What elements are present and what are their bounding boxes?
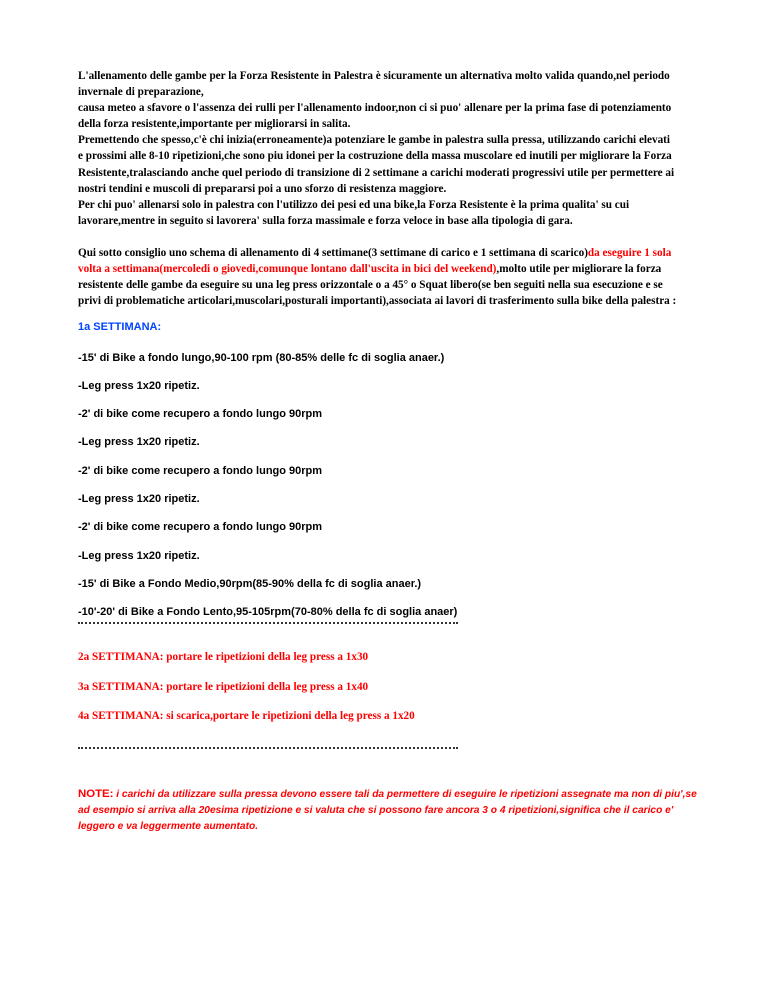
week1-item: -15' di Bike a Fondo Medio,90rpm(85-90% della fc di soglia anaer.) xyxy=(78,578,422,590)
intro-line: nostri tendini e muscoli di prepararsi poi a uno sforzo di resistenza maggiore. xyxy=(78,182,447,195)
intro-line: della forza resistente,importante per migliorarsi in salita. xyxy=(78,118,351,131)
note-text: i carichi da utilizzare sulla pressa devono essere tali da permettere di eseguire le ripetizioni assegnate ma non di piu',se ad esempio si arriva alla 20esima ripetizione e si valuta che si possono fare ancora 3 o 4 ripetizioni,significa che il carico e' leggero e va leggermente aumentato. xyxy=(78,789,697,833)
week1-heading: 1a SETTIMANA: xyxy=(78,321,162,333)
intro-line: Resistente,tralasciando anche quel periodo di transizione di 2 settimane a carichi moderati progressivi utile per permettere ai xyxy=(78,166,675,179)
schema-highlight: volta a settimana(mercoledi o giovedi,comunque lontano dall'uscita in bici del weekend) xyxy=(78,263,497,276)
week-line: 3a SETTIMANA: portare le ripetizioni della leg press a 1x40 xyxy=(78,681,369,693)
intro-line: invernale di preparazione, xyxy=(78,86,204,99)
week1-item: -10'-20' di Bike a Fondo Lento,95-105rpm(70-80% della fc di soglia anaer) xyxy=(78,606,458,618)
schema-line: resistente delle gambe da eseguire su una leg press orizzontale o a 45° o Squat libero(se ben seguiti nella sua esecuzione e se xyxy=(78,279,663,292)
schema-line xyxy=(78,245,718,261)
section-divider xyxy=(78,622,458,626)
intro-line: causa meteo a sfavore o l'assenza dei rulli per l'allenamento indoor,non ci si puo' allenare per la prima fase di potenziamento xyxy=(78,102,672,115)
intro-line: L'allenamento delle gambe per la Forza Resistente in Palestra è sicuramente un alternativa molto valida quando,nel periodo xyxy=(78,70,670,82)
intro-line: lavorare,mentre in seguito si lavorera' sulla forza massimale e forza veloce in base alla tipologia di gara. xyxy=(78,214,573,227)
week1-item: -15' di Bike a fondo lungo,90-100 rpm (80-85% delle fc di soglia anaer.) xyxy=(78,352,445,364)
schema-text: Qui sotto consiglio uno schema di allenamento di 4 settimane(3 settimane di carico e 1 settimana di scarico) xyxy=(78,247,588,259)
schema-paragraph xyxy=(78,245,718,309)
schema-highlight: da eseguire 1 sola xyxy=(587,247,672,259)
week-line: 4a SETTIMANA: si scarica,portare le ripetizioni della leg press a 1x20 xyxy=(78,710,415,722)
week1-item: -2' di bike come recupero a fondo lungo 90rpm xyxy=(78,521,323,533)
week1-item: -2' di bike come recupero a fondo lungo 90rpm xyxy=(78,408,323,420)
week1-item: -2' di bike come recupero a fondo lungo 90rpm xyxy=(78,465,323,477)
note-label: NOTE: xyxy=(78,788,114,800)
schema-text: ,molto utile per migliorare la forza xyxy=(496,263,662,276)
week1-item: -Leg press 1x20 ripetiz. xyxy=(78,550,200,562)
week-line: 2a SETTIMANA: portare le ripetizioni della leg press a 1x30 xyxy=(78,651,369,663)
intro-paragraph xyxy=(78,68,718,229)
week1-item: -Leg press 1x20 ripetiz. xyxy=(78,436,200,448)
intro-line: Per chi puo' allenarsi solo in palestra con l'utilizzo dei pesi ed una bike,la Forza Resistente è la prima qualita' su cui xyxy=(78,198,630,211)
note-block xyxy=(78,786,700,836)
schema-line xyxy=(78,261,718,277)
week1-item: -Leg press 1x20 ripetiz. xyxy=(78,493,200,505)
schema-line: privi di problematiche articolari,muscolari,posturali importanti),associata ai lavori di trasferimento sulla bike della palestra : xyxy=(78,295,677,308)
intro-line: Premettendo che spesso,c'è chi inizia(erroneamente)a potenziare le gambe in palestra sulla pressa, utilizzando carichi elevati xyxy=(78,134,671,147)
intro-line: e prossimi alle 8-10 ripetizioni,che sono piu idonei per la costruzione della massa muscolare ed inutili per migliorare la Forza xyxy=(78,150,672,163)
section-divider xyxy=(78,747,458,751)
week1-item: -Leg press 1x20 ripetiz. xyxy=(78,380,200,392)
